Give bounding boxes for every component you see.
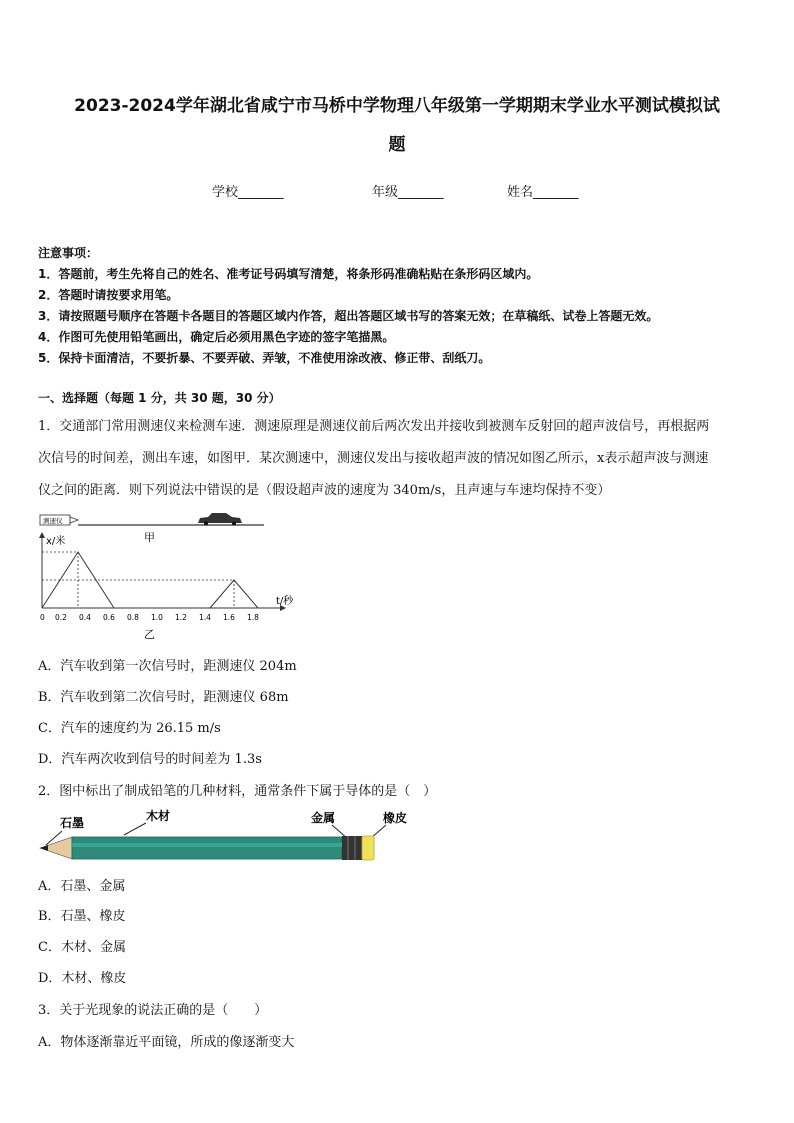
q3-option-a: A．物体逐渐靠近平面镜，所成的像逐渐变大 — [38, 1035, 295, 1050]
q1-figure — [36, 508, 296, 642]
school-field: 学校_______ — [212, 185, 284, 200]
x-tick-label: 1.6 — [223, 613, 235, 622]
wood-label: 木材 — [146, 809, 171, 823]
eraser-label: 橡皮 — [383, 811, 408, 825]
q1-option-b: B．汽车收到第二次信号时，距测速仪 68m — [38, 690, 289, 705]
q1-option-c: C．汽车的速度约为 26.15 m/s — [38, 721, 221, 736]
speed-device-label: 测速仪 — [43, 517, 63, 525]
notice-heading: 注意事项： — [38, 246, 99, 260]
x-axis-label: t/秒 — [276, 596, 294, 607]
q1-option-d: D．汽车两次收到信号的时间差为 1.3s — [38, 752, 262, 767]
exam-title-line1: 2023-2024学年湖北省咸宁市马桥中学物理八年级第一学期期末学业水平测试模拟试 — [74, 96, 720, 116]
notice-item: 4．作图可先使用铅笔画出，确定后必须用黑色字迹的签字笔描黑。 — [38, 330, 395, 344]
y-axis-arrow — [39, 532, 45, 538]
x-tick-label: 1.0 — [151, 613, 163, 622]
name-field: 姓名_______ — [507, 185, 579, 200]
x-tick-label: 0.4 — [79, 613, 91, 622]
wood-pointer — [124, 823, 146, 835]
x-tick-label: 0 — [40, 613, 45, 622]
q2-option-d: D．木材、橡皮 — [38, 971, 127, 986]
notice-item: 5．保持卡面清洁，不要折暴、不要弄破、弄皱，不准使用涂改液、修正带、刮纸刀。 — [38, 351, 491, 365]
notice-item: 1．答题前，考生先将自己的姓名、准考证号码填写清楚，将条形码准确粘贴在条形码区域内。 — [38, 267, 539, 281]
q2-option-b: B．石墨、橡皮 — [38, 909, 126, 924]
q1-stem-line: 次信号的时间差，测出车速，如图甲．某次测速中，测速仪发出与接收超声波的情况如图乙所示，x表示超声波与测速 — [38, 451, 709, 466]
x-tick-label: 0.6 — [103, 613, 115, 622]
speed-device-emitter — [70, 517, 78, 523]
figure-label-jia: 甲 — [144, 531, 155, 544]
pencil-icon — [40, 836, 374, 860]
q3-stem: 3．关于光现象的说法正确的是（ ） — [38, 1003, 268, 1018]
grade-field: 年级_______ — [372, 185, 444, 200]
y-axis-label: x/米 — [46, 536, 66, 547]
section-heading: 一、选择题（每题 1 分，共 30 题，30 分） — [38, 391, 281, 405]
exam-title-line2: 题 — [388, 135, 406, 155]
q1-stem-line: 仪之间的距离．则下列说法中错误的是（假设超声波的速度为 340m/s，且声速与车速均保持不变） — [38, 483, 611, 498]
metal-label: 金属 — [311, 811, 336, 825]
x-tick-label: 1.8 — [247, 613, 259, 622]
figure-label-yi: 乙 — [144, 628, 155, 641]
q2-stem: 2．图中标出了制成铅笔的几种材料，通常条件下属于导体的是（ ） — [38, 784, 437, 799]
car-icon — [198, 513, 242, 526]
notice-item: 3．请按照题号顺序在答题卡各题目的答题区域内作答，超出答题区域书写的答案无效；在草稿纸、试卷上答题无效。 — [38, 309, 659, 323]
q1-stem-line: 1．交通部门常用测速仪来检测车速．测速原理是测速仪前后两次发出并接收到被测车反射回的超声波信号，再根据两 — [38, 419, 710, 434]
notice-item: 2．答题时请按要求用笔。 — [38, 288, 179, 302]
x-tick-label: 0.8 — [127, 613, 139, 622]
graphite-label: 石墨 — [60, 816, 85, 830]
q2-option-a: A．石墨、金属 — [38, 879, 126, 894]
q1-option-a: A．汽车收到第一次信号时，距测速仪 204m — [38, 659, 297, 674]
q2-option-c: C．木材、金属 — [38, 940, 126, 955]
x-tick-label: 0.2 — [55, 613, 67, 622]
pencil-figure — [36, 805, 416, 867]
x-tick-label: 1.4 — [199, 613, 211, 622]
x-tick-label: 1.2 — [175, 613, 187, 622]
